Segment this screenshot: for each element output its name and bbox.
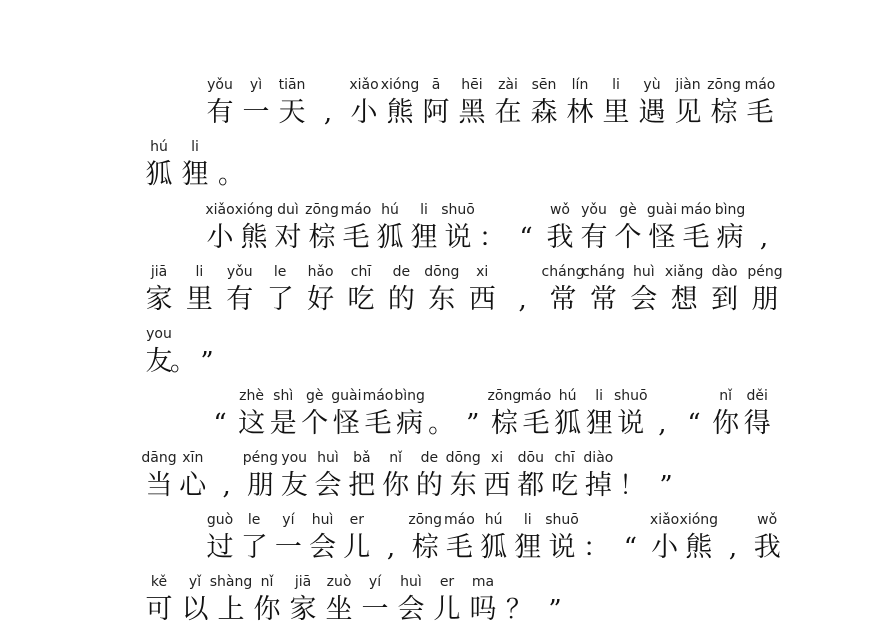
pinyin-annotation: bìng [714,202,746,218]
hanzi-character: 你 [712,408,740,439]
hanzi-character: 熊 [685,532,713,563]
hanzi-character: 当 [145,470,173,501]
hanzi-character: 把 [348,470,376,501]
punctuation-mark: ” [466,409,480,439]
hanzi-character: 家 [145,284,173,315]
hanzi-character: 毛 [682,222,710,253]
pinyin-annotation: yǒu [581,202,607,218]
punctuation-mark: “ [519,223,533,253]
text-line [139,323,892,383]
text-line [200,509,892,569]
pinyin-annotation: zōng [305,202,339,218]
hanzi-character: 阿 [422,97,450,128]
hanzi-character: 黑 [458,97,486,128]
text-line [139,261,892,321]
ruby-unit [740,74,780,134]
ruby-unit [283,571,323,631]
ruby-unit [462,261,502,321]
hanzi-character: 一 [242,97,270,128]
pinyin-annotation: de [420,450,439,466]
pinyin-annotation: yù [643,77,661,93]
hanzi-character: 儿 [343,532,371,563]
hanzi-character: 狐 [376,222,404,253]
pinyin-annotation: le [247,512,261,528]
pinyin-annotation: xióng [234,202,274,218]
hanzi-character: 会 [309,532,337,563]
punctuation-mark: ” [659,471,673,501]
ruby-unit [220,261,260,321]
pinyin-annotation: shì [273,388,294,404]
pinyin-annotation: yí [282,512,295,528]
ruby-unit [427,571,467,631]
hanzi-character: 棕 [710,97,738,128]
hanzi-character: 会 [397,594,425,625]
pinyin-annotation: you [281,450,308,466]
ruby-unit [503,261,543,321]
pinyin-annotation: tiān [278,77,306,93]
punctuation-mark: , [658,409,667,439]
text-line [139,571,892,631]
hanzi-character: 过 [206,532,234,563]
ruby-unit [646,447,686,507]
hanzi-character: 掉 [584,470,612,501]
ruby-unit [355,571,395,631]
hanzi-character: 棕 [411,532,439,563]
pinyin-annotation: shuō [613,388,648,404]
ruby-unit [705,261,745,321]
ruby-unit [319,571,359,631]
pinyin-annotation: xiǎo [649,512,680,528]
pinyin-annotation: wǒ [549,202,570,218]
pinyin-annotation: děi [746,388,768,404]
hanzi-character: 说 [617,408,645,439]
hanzi-character: 小 [350,97,378,128]
ruby-unit [463,571,503,631]
ruby-unit [543,261,583,321]
hanzi-character: 狸 [410,222,438,253]
pinyin-annotation: huì [632,264,655,280]
text-line [200,385,892,445]
pinyin-annotation: gè [306,388,324,404]
punctuation-mark: 。 [428,409,455,439]
pinyin-annotation: li [191,139,199,155]
pinyin-annotation: hēi [461,77,483,93]
pinyin-annotation: xióng [679,512,719,528]
hanzi-character: 东 [428,284,456,315]
ruby-unit [632,74,672,134]
hanzi-character: 狸 [514,532,542,563]
pinyin-annotation: hǎo [307,264,334,280]
pinyin-annotation: diào [583,450,614,466]
ruby-unit [247,571,287,631]
hanzi-character: 朋 [751,284,779,315]
punctuation-mark: , [323,98,333,128]
pinyin-annotation: chī [350,264,372,280]
pinyin-annotation: er [349,512,364,528]
ruby-unit [416,74,456,134]
pinyin-annotation: chī [554,450,575,466]
ruby-unit [560,74,600,134]
pinyin-annotation: li [523,512,532,528]
pinyin-annotation: zài [498,77,518,93]
ruby-unit [139,571,179,631]
punctuation-mark: , [518,285,527,315]
punctuation-mark: ！ [619,471,646,501]
hanzi-character: 熊 [240,222,268,253]
hanzi-character: 林 [566,97,594,128]
hanzi-character: 吃 [551,470,579,501]
hanzi-character: 毛 [342,222,370,253]
hanzi-character: 里 [185,284,213,315]
ruby-unit [301,261,341,321]
pinyin-annotation: hú [381,202,399,218]
punctuation-mark: “ [623,533,638,563]
punctuation-mark: , [759,223,769,253]
ruby-unit [139,261,179,321]
pinyin-annotation: dōng [445,450,481,466]
hanzi-character: 个 [614,222,642,253]
pinyin-annotation: dōu [517,450,544,466]
pinyin-annotation: jiàn [675,77,701,93]
pinyin-annotation: ma [471,574,495,590]
text-line [200,74,892,134]
hanzi-character: 是 [269,408,297,439]
hanzi-character: 坐 [325,594,353,625]
hanzi-character: 都 [517,470,545,501]
pinyin-annotation: shàng [209,574,253,590]
hanzi-character: 天 [278,97,306,128]
ruby-unit [596,74,636,134]
hanzi-character: 有 [580,222,608,253]
hanzi-character: 熊 [386,97,414,128]
punctuation-mark: , [728,533,738,563]
ruby-unit [380,74,420,134]
hanzi-character: 朋 [246,470,274,501]
hanzi-character: 病 [716,222,744,253]
ruby-unit [187,323,227,383]
hanzi-character: 你 [382,470,410,501]
ruby-unit [452,74,492,134]
pinyin-annotation: máo [680,202,712,218]
pinyin-annotation: jiā [150,264,168,280]
hanzi-character: 说 [548,532,576,563]
pinyin-annotation: dāng [141,450,177,466]
hanzi-character: 有 [226,284,254,315]
hanzi-character: 的 [415,470,443,501]
pinyin-annotation: xióng [380,77,420,93]
pinyin-annotation: shuō [441,202,475,218]
hanzi-character: 这 [238,408,266,439]
pinyin-annotation: guài [646,202,678,218]
hanzi-character: 遇 [638,97,666,128]
pinyin-annotation: huì [400,574,422,590]
pinyin-annotation: cháng [581,264,625,280]
ruby-unit [211,571,251,631]
pinyin-annotation: de [392,264,411,280]
pinyin-annotation: nǐ [389,450,402,466]
hanzi-character: 怪 [332,408,360,439]
pinyin-annotation: bìng [394,388,425,404]
punctuation-mark: , [386,533,396,563]
pinyin-annotation: zōng [487,388,522,404]
pinyin-annotation: dào [711,264,738,280]
pinyin-annotation: zōng [408,512,443,528]
pinyin-annotation: xi [490,450,504,466]
hanzi-character: 病 [396,408,424,439]
pinyin-annotation: yǐ [188,574,202,590]
hanzi-character: 你 [253,594,281,625]
pinyin-annotation: péng [747,264,783,280]
pinyin-annotation: zōng [707,77,741,93]
ruby-unit [488,74,528,134]
hanzi-character: 毛 [746,97,774,128]
pinyin-annotation: bǎ [353,450,371,466]
pinyin-annotation: guài [331,388,362,404]
pinyin-annotation: péng [242,450,279,466]
hanzi-character: 怪 [648,222,676,253]
pinyin-annotation: máo [443,512,475,528]
ruby-unit [175,136,215,196]
punctuation-mark: ： [478,223,505,253]
ruby-unit [668,74,708,134]
hanzi-character: 我 [546,222,574,253]
ruby-unit [624,261,664,321]
hanzi-character: 西 [483,470,511,501]
hanzi-character: 常 [589,284,617,315]
punctuation-mark: ” [548,595,562,625]
hanzi-character: 个 [301,408,329,439]
pinyin-annotation: hú [558,388,577,404]
ruby-unit [260,261,300,321]
punctuation-mark: , [222,471,231,501]
pinyin-annotation: xiǎng [664,264,704,280]
ruby-unit [381,261,421,321]
hanzi-character: 会 [630,284,658,315]
pinyin-annotation: máo [362,388,394,404]
pinyin-annotation: xiǎo [205,202,235,218]
hanzi-character: 见 [674,97,702,128]
ruby-unit [308,74,348,134]
pinyin-annotation: zuò [326,574,352,590]
hanzi-character: 家 [289,594,317,625]
pinyin-annotation: nǐ [719,388,732,404]
pinyin-annotation: huì [317,450,339,466]
hanzi-character: 狸 [585,408,613,439]
hanzi-character: 对 [274,222,302,253]
pinyin-annotation: le [273,264,287,280]
punctuation-mark: ？ [505,595,532,625]
hanzi-character: 会 [314,470,342,501]
ruby-unit [341,261,381,321]
pinyin-annotation: xi [476,264,489,280]
ruby-unit [272,74,312,134]
pinyin-annotation: li [595,388,604,404]
pinyin-annotation: guò [206,512,234,528]
hanzi-character: 有 [206,97,234,128]
hanzi-character: 小 [206,222,234,253]
hanzi-character: 吗 [469,594,497,625]
ruby-unit [422,261,462,321]
ruby-unit [745,261,785,321]
hanzi-character: 上 [217,594,245,625]
ruby-unit [211,136,251,196]
hanzi-character: 好 [307,284,335,315]
hanzi-character: 友 [145,346,173,377]
pinyin-annotation: yǒu [207,77,233,93]
hanzi-character: 心 [179,470,207,501]
hanzi-character: 以 [181,594,209,625]
punctuation-mark: 。 [217,160,244,190]
pinyin-annotation: xīn [182,450,204,466]
hanzi-character: 东 [449,470,477,501]
pinyin-annotation: li [195,264,204,280]
pinyin-annotation: cháng [541,264,585,280]
hanzi-character: 常 [549,284,577,315]
hanzi-character: 友 [280,470,308,501]
ruby-unit [499,571,539,631]
hanzi-character: 得 [743,408,771,439]
pinyin-annotation: nǐ [260,574,274,590]
pinyin-annotation: dōng [424,264,460,280]
pinyin-annotation: kě [150,574,168,590]
ruby-unit [737,385,777,445]
hanzi-character: 我 [753,532,781,563]
pinyin-annotation: yì [249,77,263,93]
ruby-unit [344,74,384,134]
pinyin-annotation: máo [520,388,552,404]
ruby-unit [524,74,564,134]
hanzi-character: 到 [711,284,739,315]
hanzi-character: 了 [266,284,294,315]
hanzi-character: 一 [274,532,302,563]
ruby-unit [139,136,179,196]
hanzi-character: 吃 [347,284,375,315]
pinyin-annotation: máo [744,77,776,93]
hanzi-character: 了 [240,532,268,563]
pinyin-annotation: xiǎo [349,77,379,93]
pinyin-annotation: lín [571,77,589,93]
pinyin-annotation: jiā [294,574,312,590]
hanzi-character: 森 [530,97,558,128]
text-line [139,136,892,196]
pinyin-annotation: hú [150,139,168,155]
ruby-unit [664,261,704,321]
punctuation-mark: “ [687,409,701,439]
pinyin-annotation: máo [340,202,372,218]
pinyin-annotation: sēn [531,77,557,93]
pinyin-annotation: li [420,202,428,218]
pinyin-annotation: ā [431,77,441,93]
pinyin-annotation: you [146,326,172,342]
hanzi-character: 儿 [433,594,461,625]
punctuation-mark: “ [213,409,227,439]
punctuation-mark: ” [200,347,214,377]
hanzi-character: 狸 [181,159,209,190]
ruby-unit [747,509,787,569]
pinyin-annotation: shuō [545,512,579,528]
hanzi-character: 西 [468,284,496,315]
hanzi-character: 毛 [522,408,550,439]
hanzi-character: 里 [602,97,630,128]
hanzi-character: 小 [651,532,679,563]
punctuation-mark: 。 [169,347,196,377]
pinyin-annotation: wǒ [757,512,778,528]
text-line [200,199,892,259]
pinyin-annotation: zhè [239,388,265,404]
pinyin-annotation: gè [619,202,637,218]
text-line [139,447,892,507]
hanzi-character: 的 [387,284,415,315]
pinyin-annotation: hú [484,512,503,528]
hanzi-character: 毛 [445,532,473,563]
ruby-unit [583,261,623,321]
ruby-unit [179,261,219,321]
ruby-unit [236,74,276,134]
hanzi-character: 可 [145,594,173,625]
hanzi-character: 棕 [490,408,518,439]
hanzi-character: 毛 [364,408,392,439]
pinyin-annotation: li [612,77,620,93]
ruby-unit [744,199,784,259]
hanzi-character: 说 [444,222,472,253]
ruby-unit [200,74,240,134]
ruby-unit [704,74,744,134]
pinyin-annotation: er [439,574,455,590]
punctuation-mark: ： [583,533,610,563]
pinyin-annotation: duì [277,202,299,218]
pinyin-annotation: yí [368,574,382,590]
hanzi-character: 想 [670,284,698,315]
hanzi-character: 狐 [480,532,508,563]
pinyin-annotation: huì [311,512,334,528]
hanzi-character: 狐 [145,159,173,190]
pinyin-annotation: yǒu [226,264,253,280]
ruby-unit [535,571,575,631]
ruby-unit [391,571,431,631]
hanzi-character: 狐 [554,408,582,439]
hanzi-character: 一 [361,594,389,625]
hanzi-character: 在 [494,97,522,128]
hanzi-character: 棕 [308,222,336,253]
